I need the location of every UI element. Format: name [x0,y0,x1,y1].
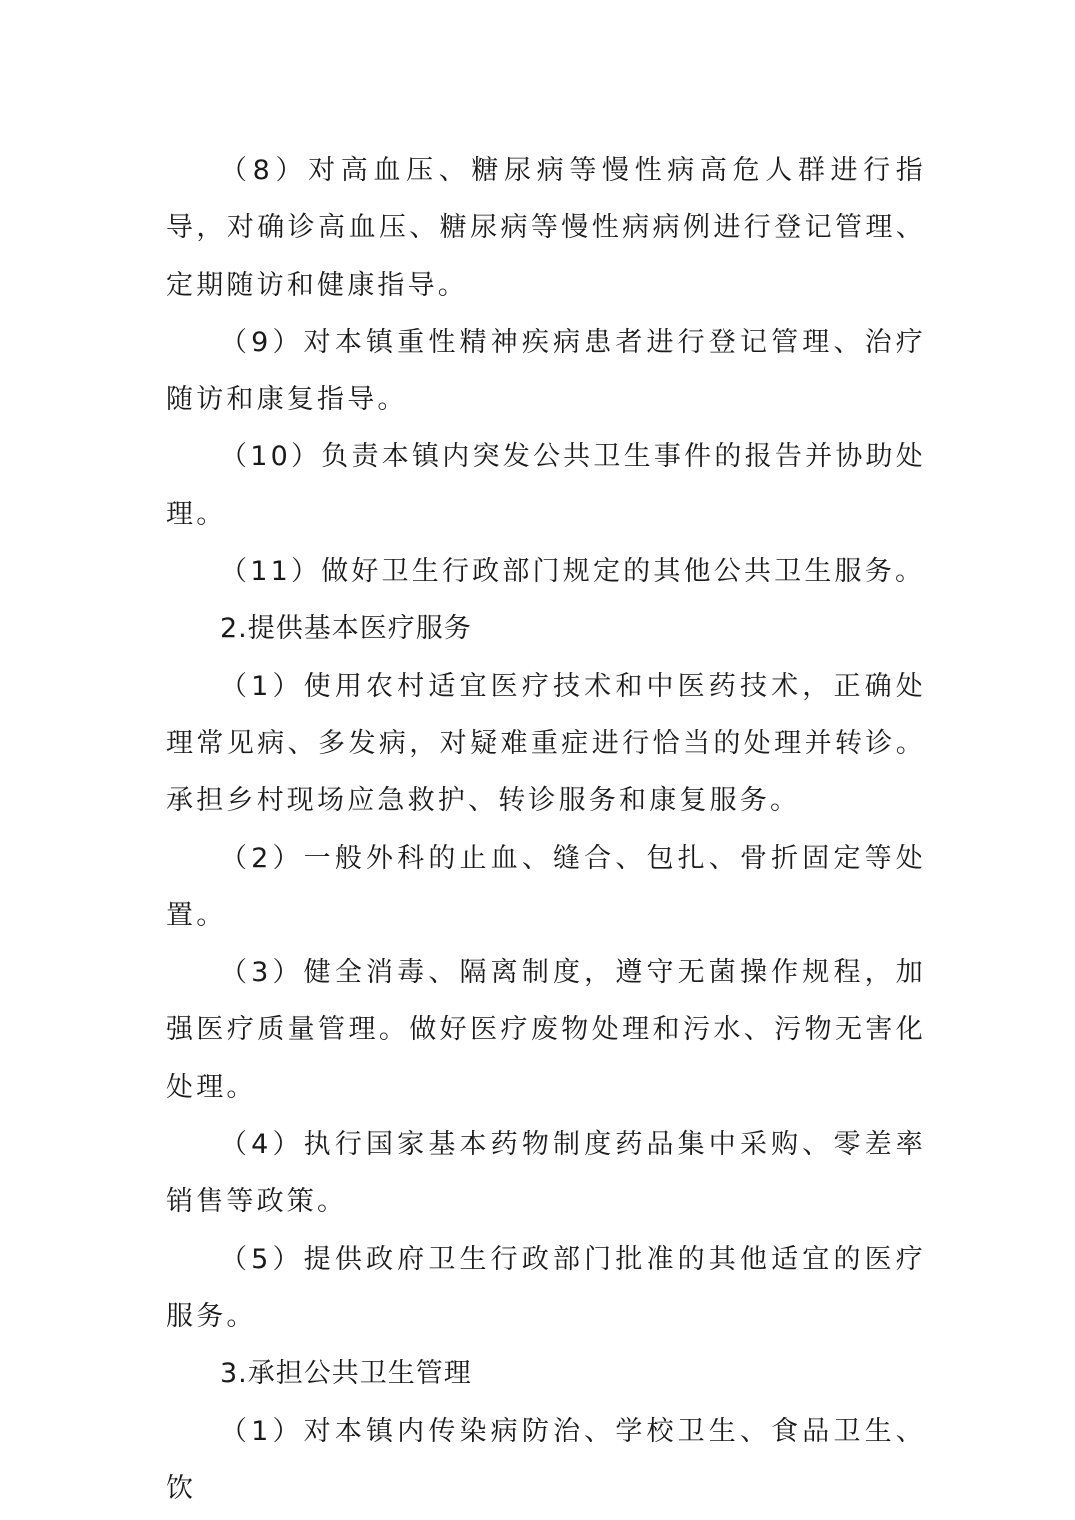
paragraph-medical-4: （4）执行国家基本药物制度药品集中采购、零差率销售等政策。 [166,1129,926,1218]
paragraph-item-10: （10）负责本镇内突发公共卫生事件的报告并协助处理。 [166,441,926,530]
section-heading-public-health-management: 3.承担公共卫生管理 [220,1358,472,1390]
paragraph-management-1: （1）对本镇内传染病防治、学校卫生、食品卫生、饮 [166,1415,926,1504]
paragraph-item-9: （9）对本镇重性精神疾病患者进行登记管理、治疗随访和康复指导。 [166,326,926,416]
paragraph-medical-1: （1）使用农村适宜医疗技术和中医药技术，正确处理常见病、多发病，对疑难重症进行恰当的处理并转诊。承担乡村现场应急救护、转诊服务和康复服务。 [166,670,926,817]
paragraph-medical-2: （2）一般外科的止血、缝合、包扎、骨折固定等处置。 [166,842,926,931]
paragraph-medical-5: （5）提供政府卫生行政部门批准的其他适宜的医疗服务。 [166,1243,926,1332]
document-body [166,142,926,1517]
paragraph-item-11: （11）做好卫生行政部门规定的其他公共卫生服务。 [220,556,926,588]
paragraph-medical-3: （3）健全消毒、隔离制度，遵守无菌操作规程，加强医疗质量管理。做好医疗废物处理和污水、污物无害化处理。 [166,957,926,1103]
paragraph-item-8: （8）对高血压、糖尿病等慢性病高危人群进行指导，对确诊高血压、糖尿病等慢性病病例进行登记管理、定期随访和健康指导。 [166,155,926,301]
section-heading-medical-services: 2.提供基本医疗服务 [220,613,472,645]
